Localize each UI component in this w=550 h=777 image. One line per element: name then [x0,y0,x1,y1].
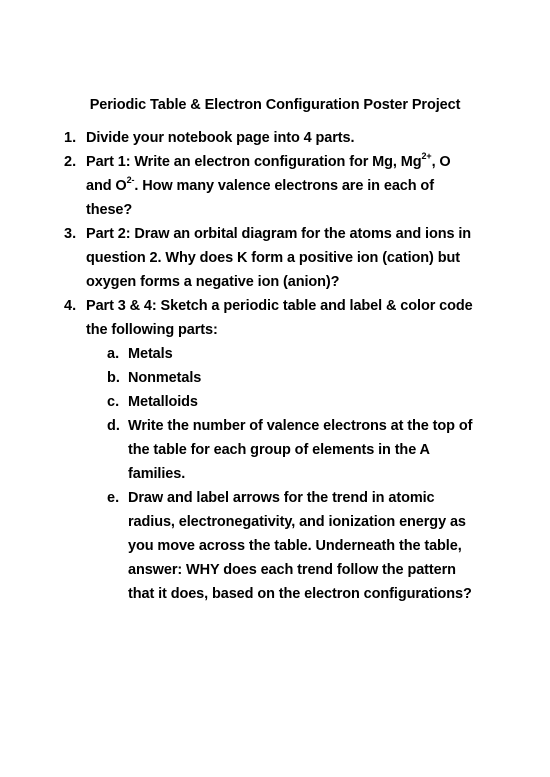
item-2-line-2-text-b: . How many valence electrons are in each of [134,178,434,194]
item-2-number: 2. [64,154,77,170]
subitem-e-line-1: Draw and label arrows for the trend in atomic [128,490,435,506]
item-3-line-3: oxygen forms a negative ion (anion)? [86,274,340,290]
item-2-line-2-superscript: 2- [126,175,135,186]
item-3-line-2: question 2. Why does K form a positive ion (cation) but [86,250,460,266]
subitem-d-letter: d. [107,418,120,434]
subitem-d-line-2: the table for each group of elements in the A [128,442,430,458]
item-3-number: 3. [64,226,77,242]
item-1-number: 1. [64,130,77,146]
item-2-line-1 [86,153,451,171]
subitem-a-letter: a. [107,346,120,362]
item-2-line-2-text-a: and O [86,178,127,194]
subitem-c-letter: c. [107,394,120,410]
item-2-line-1-text-b: , O [431,154,451,170]
subitem-d-line-1: Write the number of valence electrons at the top of [128,418,473,434]
subitem-b-letter: b. [107,370,120,386]
item-4-line-1: Part 3 & 4: Sketch a periodic table and label & color code [86,298,473,314]
item-4-number: 4. [64,298,77,314]
subitem-e-line-3: you move across the table. Underneath the table, [128,538,462,554]
subitem-e-line-2: radius, electronegativity, and ionization energy as [128,514,466,530]
subitem-e-letter: e. [107,490,120,506]
subitem-d-line-3: families. [128,466,186,482]
item-2-line-1-text-a: Part 1: Write an electron configuration for Mg, Mg [86,154,422,170]
item-3-line-1: Part 2: Draw an orbital diagram for the atoms and ions in [86,226,472,242]
document-title: Periodic Table & Electron Configuration Poster Project [89,97,461,113]
subitem-e-line-5: that it does, based on the electron configurations? [128,586,472,602]
item-2-line-3: these? [86,202,133,218]
subitem-b-line-1: Nonmetals [128,370,202,386]
item-4-line-2: the following parts: [86,322,218,338]
subitem-e-line-4: answer: WHY does each trend follow the pattern [128,562,456,578]
subitem-c-line-1: Metalloids [128,394,198,410]
subitem-a-line-1: Metals [128,346,173,362]
item-1-line-1: Divide your notebook page into 4 parts. [86,130,355,146]
item-2-line-1-superscript: 2+ [421,151,432,162]
item-2-line-2 [86,177,434,195]
